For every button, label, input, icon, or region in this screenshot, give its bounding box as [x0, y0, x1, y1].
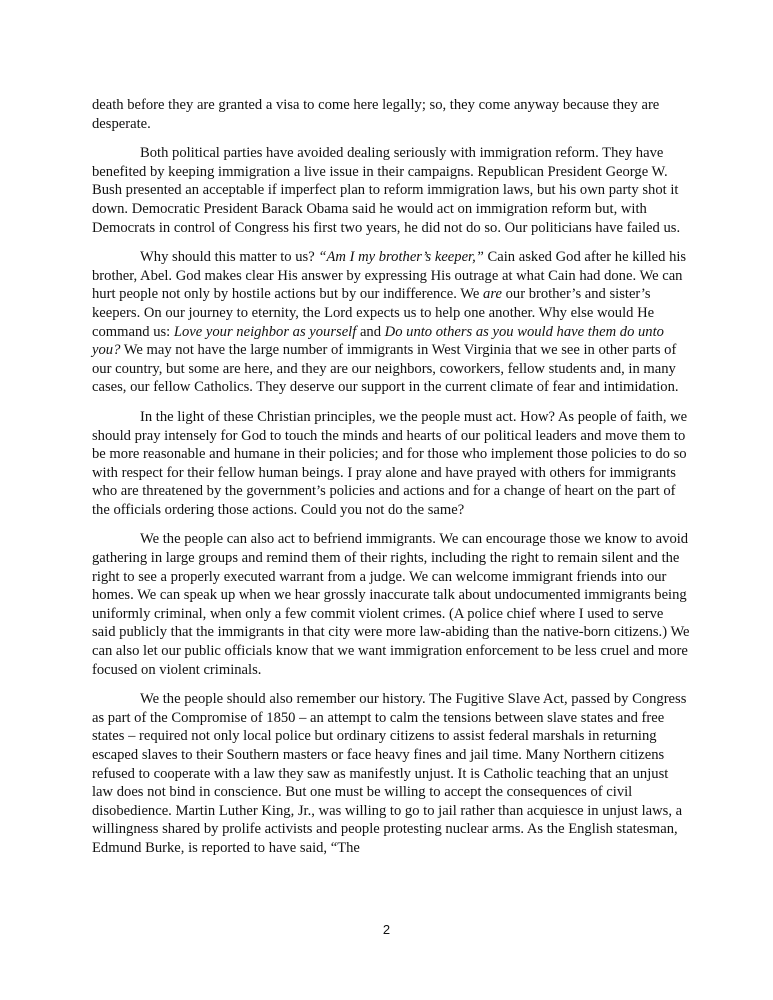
body-text: [92, 96, 690, 869]
italic-run: Do unto others as you would have them do unto you?: [92, 323, 664, 359]
text-run: We the people can also act to befriend immigrants. We can encourage those we know to avoid gathering in large groups and remind them of their rights, including the right to remain silent and the right to see a properly executed warrant from a judge. We can welcome immigrant friends into our homes. We can speak up when we hear grossly inaccurate talk about undocumented immigrants being uniformly criminal, when only a few commit violent crimes. (A police chief where I used to serve said publicly that the immigrants in that city were more law-abiding than the native-born citizens.) We can also let our public officials know that we want immigration enforcement to be less cruel and more focused on violent criminals.: [92, 531, 690, 678]
text-run: Both political parties have avoided dealing seriously with immigration reform. They have benefited by keeping immigration a live issue in their campaigns. Republican President George W. Bush presented an acceptable if imperfect plan to reform immigration laws, but his own party shot it down. Democratic President Barack Obama said he would act on immigration reform but, with Democrats in control of Congress his first two years, he did not do so. Our politicians have failed us.: [92, 145, 681, 236]
text-run: We may not have the large number of immigrants in West Virginia that we see in other parts of our country, but some are here, and they are our neighbors, coworkers, fellow students and, in many cases, our fellow Catholics. They deserve our support in the current climate of fear and intimidation.: [92, 342, 679, 396]
text-run: We the people should also remember our history. The Fugitive Slave Act, passed by Congress as part of the Compromise of 1850 – an attempt to calm the tensions between slave states and free states – required not only local police but ordinary citizens to assist federal marshals in returning escaped slaves to their Southern masters or face heavy fines and jail time. Many Northern citizens refused to cooperate with a law they saw as manifestly unjust. It is Catholic teaching that an unjust law does not bind in conscience. But one must be willing to accept the consequences of civil disobedience. Martin Luther King, Jr., was willing to go to jail rather than acquiesce in unjust laws, a willingness shared by prolife activists and people protesting nuclear arms. As the English statesman, Edmund Burke, is reported to have said, “The: [92, 691, 687, 856]
paragraph-5: [92, 530, 690, 679]
paragraph-2: [92, 144, 690, 237]
text-run: and: [356, 323, 385, 340]
italic-run: “Am I my brother’s keeper,”: [318, 249, 484, 266]
paragraph-1: [92, 96, 690, 133]
paragraph-3: [92, 248, 690, 397]
text-run: In the light of these Christian principles, we the people must act. How? As people of faith, we should pray intensely for God to touch the minds and hearts of our political leaders and move them to be more reasonable and humane in their policies; and for those who implement those policies to do so with respect for their fellow human beings. I pray alone and have prayed with others for immigrants who are threatened by the government’s policies and actions and for a change of heart on the part of the officials ordering those actions. Could you not do the same?: [92, 408, 688, 518]
page-number: 2: [382, 922, 391, 937]
paragraph-6: [92, 690, 690, 857]
text-run: death before they are granted a visa to come here legally; so, they come anyway because they are desperate.: [92, 97, 660, 132]
italic-run: Love your neighbor as yourself: [173, 323, 357, 340]
text-run: our brother’s and sister’s keepers. On our journey to eternity, the Lord expects us to help one another. Why else would He command us:: [92, 286, 655, 340]
paragraph-4: [92, 408, 690, 520]
text-run: Cain asked God after he killed his brother, Abel. God makes clear His answer by expressing His outrage at what Cain had done. We can hurt people not only by hostile actions but by our indifference. We: [92, 249, 687, 303]
italic-run: are: [483, 286, 502, 303]
text-run: Why should this matter to us?: [140, 249, 319, 266]
